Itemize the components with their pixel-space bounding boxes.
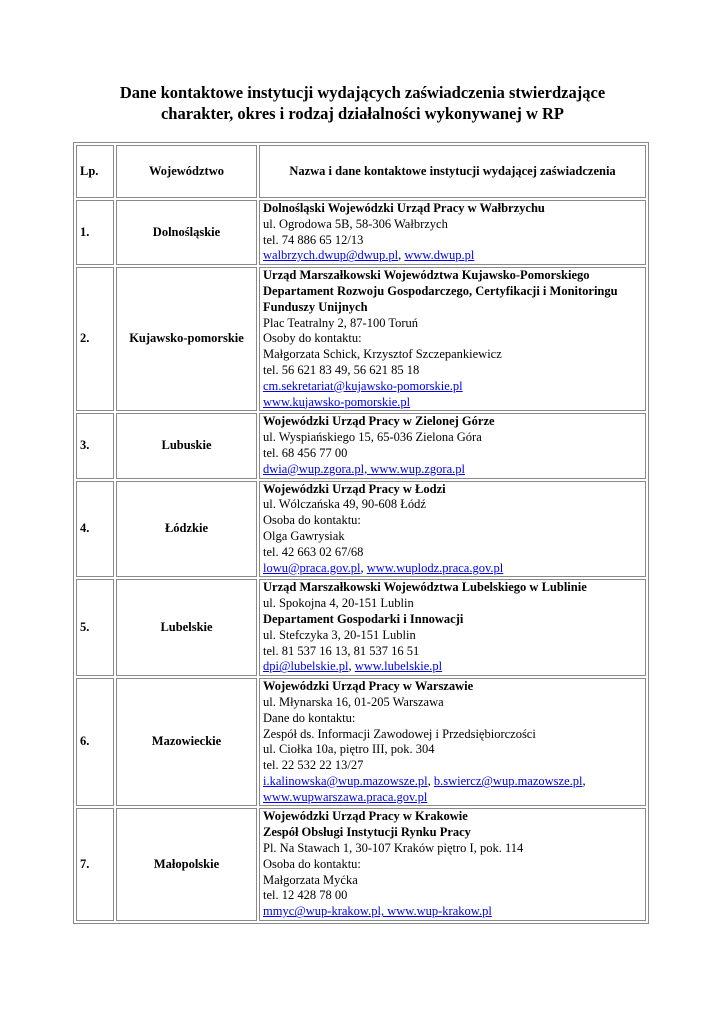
voivodeship-name: Łódzkie (116, 481, 257, 578)
contact-detail-line: Plac Teatralny 2, 87-100 Toruń (263, 315, 419, 330)
institution-contact-cell (259, 200, 646, 265)
institution-name-line: Funduszy Unijnych (263, 299, 368, 314)
row-number: 1. (76, 200, 114, 265)
link-trailing-punct: , (582, 773, 586, 788)
contact-detail-line: Dane do kontaktu: (263, 710, 356, 725)
contact-link[interactable]: lowu@praca.gov.pl (263, 560, 361, 575)
contact-link[interactable]: www.wupwarszawa.praca.gov.pl (263, 789, 428, 804)
contact-detail-line: ul. Spokojna 4, 20-151 Lublin (263, 596, 414, 611)
contact-links-line (263, 395, 642, 411)
contact-detail-line: ul. Ogrodowa 5B, 58-306 Wałbrzych (263, 216, 448, 231)
contact-detail-line: Małgorzata Schick, Krzysztof Szczepankiewicz (263, 347, 502, 362)
table-row (76, 413, 646, 478)
header-instytucja: Nazwa i dane kontaktowe instytucji wydającej zaświadczenia (259, 145, 646, 198)
institution-contact-cell (259, 413, 646, 478)
voivodeship-name: Mazowieckie (116, 678, 257, 806)
row-number: 7. (76, 808, 114, 921)
contact-detail-line: ul. Wyspiańskiego 15, 65-036 Zielona Góra (263, 430, 482, 445)
header-lp: Lp. (76, 145, 114, 198)
table-row (76, 267, 646, 411)
link-separator: , (398, 248, 405, 263)
institution-contact-cell (259, 808, 646, 921)
institution-name-line: Wojewódzki Urząd Pracy w Łodzi (263, 481, 446, 496)
contact-detail-line: tel. 12 428 78 00 (263, 888, 348, 903)
institution-name-line: Wojewódzki Urząd Pracy w Warszawie (263, 679, 474, 694)
contact-detail-line: ul. Wólczańska 49, 90-608 Łódź (263, 497, 426, 512)
contact-link[interactable]: www.kujawsko-pomorskie.pl (263, 394, 411, 409)
table-header-row (76, 145, 646, 198)
row-number: 6. (76, 678, 114, 806)
row-number: 4. (76, 481, 114, 578)
contact-link[interactable]: cm.sekretariat@kujawsko-pomorskie.pl (263, 378, 463, 393)
link-separator: , (360, 560, 367, 575)
institution-contact-cell (259, 267, 646, 411)
contact-detail-line: Osoba do kontaktu: (263, 513, 361, 528)
contact-link[interactable]: www.dwup.pl (404, 248, 475, 263)
row-number: 2. (76, 267, 114, 411)
institution-name-line: Departament Gospodarki i Innowacji (263, 611, 464, 626)
contact-link[interactable]: mmyc@wup-krakow.pl, www.wup-krakow.pl (263, 904, 492, 919)
contact-link[interactable]: dwia@wup.zgora.pl, www.wup.zgora.pl (263, 461, 465, 476)
contact-detail-line: Małgorzata Myćka (263, 872, 358, 887)
contact-detail-line: ul. Stefczyka 3, 20-151 Lublin (263, 627, 416, 642)
title-line-1: Dane kontaktowe instytucji wydających zaświadczenia stwierdzające (119, 83, 606, 102)
table-row (76, 200, 646, 265)
institution-name-line: Dolnośląski Wojewódzki Urząd Pracy w Wałbrzychu (263, 201, 545, 215)
title-line-2: charakter, okres i rodzaj działalności wykonywanej w RP (160, 104, 565, 123)
voivodeship-name: Kujawsko-pomorskie (116, 267, 257, 411)
page-title (60, 82, 665, 124)
table-row (76, 678, 646, 806)
contact-link[interactable]: b.swiercz@wup.mazowsze.pl (433, 773, 583, 788)
contact-detail-line: tel. 81 537 16 13, 81 537 16 51 (263, 643, 420, 658)
institution-contact-cell (259, 579, 646, 676)
link-separator: , (427, 773, 434, 788)
table-row (76, 481, 646, 578)
institution-name-line: Departament Rozwoju Gospodarczego, Certyfikacji i Monitoringu (263, 283, 618, 298)
institution-contact-cell (259, 678, 646, 806)
contact-detail-line: tel. 42 663 02 67/68 (263, 544, 364, 559)
institution-name-line: Urząd Marszałkowski Województwa Lubelskiego w Lublinie (263, 580, 587, 595)
row-number: 5. (76, 579, 114, 676)
contact-links-line (263, 790, 642, 806)
voivodeship-name: Małopolskie (116, 808, 257, 921)
header-wojewodztwo: Województwo (116, 145, 257, 198)
contact-links-line (263, 462, 642, 478)
contact-detail-line: tel. 56 621 83 49, 56 621 85 18 (263, 362, 420, 377)
contact-detail-line: tel. 74 886 65 12/13 (263, 232, 364, 247)
contact-links-line (263, 379, 642, 395)
contact-link[interactable]: i.kalinowska@wup.mazowsze.pl (263, 773, 428, 788)
institution-name-line: Zespół Obsługi Instytucji Rynku Pracy (263, 825, 471, 840)
contact-detail-line: Osoba do kontaktu: (263, 856, 361, 871)
contact-links-line (263, 561, 642, 577)
contact-detail-line: Zespół ds. Informacji Zawodowej i Przedsiębiorczości (263, 726, 536, 741)
contact-link[interactable]: dpi@lubelskie.pl (263, 659, 349, 674)
contact-detail-line: Osoby do kontaktu: (263, 331, 362, 346)
voivodeship-name: Lubuskie (116, 413, 257, 478)
contact-detail-line: tel. 68 456 77 00 (263, 445, 348, 460)
contacts-table (73, 142, 649, 924)
contact-link[interactable]: www.lubelskie.pl (354, 659, 443, 674)
contact-links-line (263, 904, 642, 920)
contact-detail-line: Pl. Na Stawach 1, 30-107 Kraków piętro I, pok. 114 (263, 841, 524, 856)
contact-detail-line: ul. Młynarska 16, 01-205 Warszawa (263, 694, 444, 709)
institution-name-line: Wojewódzki Urząd Pracy w Krakowie (263, 809, 468, 824)
contact-detail-line: Olga Gawrysiak (263, 528, 345, 543)
table-row (76, 579, 646, 676)
contact-detail-line: ul. Ciołka 10a, piętro III, pok. 304 (263, 742, 435, 757)
voivodeship-name: Dolnośląskie (116, 200, 257, 265)
contact-links-line (263, 248, 642, 264)
institution-name-line: Wojewódzki Urząd Pracy w Zielonej Górze (263, 414, 495, 429)
contact-link[interactable]: walbrzych.dwup@dwup.pl (263, 248, 399, 263)
link-separator: , (348, 659, 355, 674)
institution-contact-cell (259, 481, 646, 578)
institution-name-line: Urząd Marszałkowski Województwa Kujawsko-Pomorskiego (263, 268, 590, 283)
contact-links-line (263, 774, 642, 790)
contact-detail-line: tel. 22 532 22 13/27 (263, 758, 364, 773)
table-row (76, 808, 646, 921)
contact-links-line (263, 659, 642, 675)
row-number: 3. (76, 413, 114, 478)
contact-link[interactable]: www.wuplodz.praca.gov.pl (366, 560, 504, 575)
voivodeship-name: Lubelskie (116, 579, 257, 676)
